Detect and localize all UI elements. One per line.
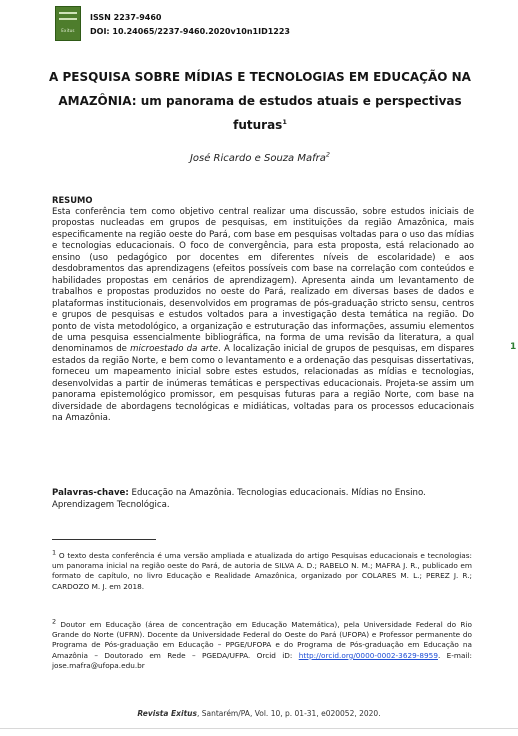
author-footnote-ref[interactable]: 2	[325, 150, 331, 159]
title-line-3-text: futuras	[233, 118, 283, 132]
footnote-1	[52, 548, 475, 592]
footnote-2-text: Doutor em Educação (área de concentração em Educação Matemática), pela Universidade Federal do Rio Grande do Norte (UFRN). Docente da Universidade Federal do Oeste do Pará (UFOPA) e Professor permanente do Programa de Pós-graduação em Educação – PPGE/UFOPA e do Programa de Pós-graduação em Educação na Amazônia – Doutorado em Rede – PGEDA/UFPA. Orcid iD:	[52, 620, 475, 660]
page-marker: 1	[510, 342, 517, 352]
keywords-text: Educação na Amazônia. Tecnologias educacionais. Mídias no Ensino. Aprendizagem Tecnológica.	[52, 488, 429, 510]
footnote-2	[52, 617, 475, 671]
keywords-label: Palavras-chave:	[52, 488, 129, 498]
footnote-divider	[52, 539, 156, 540]
logo-mark	[59, 12, 77, 20]
title-footnote-ref[interactable]: 1	[282, 118, 287, 126]
title-line-2: AMAZÔNIA: um panorama de estudos atuais e perspectivas	[58, 94, 462, 108]
footnote-1-text: O texto desta conferência é uma versão ampliada e atualizada do artigo Pesquisas educacionais e tecnologias: um panorama inicial na região oeste do Pará, de autoria de SILVA A. D.; RABELO N. M.; MAFRA J. R., publicado em formato de capítulo, no livro Educação e Realidade Amazônica, organizado por COLARES M. L.; PEREZ J. R.; CARDOZO M. J. em 2018.	[52, 551, 475, 591]
journal-logo	[55, 6, 81, 41]
abstract-text-part-2: . A localização inicial de grupos de pesquisas, em dispares estados da região Norte, e bem como o levantamento e a ordenação das pesquisas dissertativas, forneceu um mapeamento inicial sobre estes estudos, relacionadas as mídias e tecnologias, desenvolvidas a partir de inúmeras temáticas e perspectivas educacionais. Projeta-se assim um panorama epistemológico promissor, em pesquisas futuras para a região Norte, com base na diversidade de abordagens tecnológicas e midiáticas, voltadas para os processos educacionais na Amazônia.	[52, 344, 477, 424]
title-line-3	[40, 118, 480, 132]
footer-journal: Revista Exitus	[137, 709, 197, 718]
abstract-text-part-1: Esta conferência tem como objetivo central realizar uma discussão, sobre estudos iniciais de propostas nucleadas em grupos de pesquisas, em instituições da região Amazônica, mais especificamente na região oeste do Pará, com base em pesquisas voltadas para o uso das mídias e tecnologias educacionais. O foco de convergência, para esta proposta, está relacionado ao ensino (uso pedagógico por docentes em diferentes níveis de escolaridade) e aos desdobramentos das aprendizagens (efeitos possíveis com base na correlação com conteúdos e habilidades propostas em cenários de aprendizagem). Apresenta ainda um levantamento de trabalhos e propostas produzidos no oeste do Pará, realizado em diversas bases de dados e plataformas institucionais, desenvolvidos em programas de pós-graduação stricto sensu, centros e grupos de pesquisas e estudos voltados para a investigação desta temática na região. Do ponto de vista metodológico, a organização e estruturação das informações, assumiu elementos de uma pesquisa essencialmente bibliográfica, na forma de uma revisão da literatura, a qual denominamos de	[52, 207, 477, 355]
orcid-link[interactable]: http://orcid.org/0000-0002-3629-8959	[298, 650, 438, 660]
logo-text: Exitus	[61, 28, 75, 33]
footer-citation: , Santarém/PA, Vol. 10, p. 01-31, e020052, 2020.	[196, 709, 381, 718]
doi-line: DOI: 10.24065/2237-9460.2020v10n1ID1223	[90, 27, 290, 36]
footnote-2-email: . E-mail: jose.mafra@ufopa.edu.br	[52, 650, 475, 670]
abstract-body	[52, 207, 477, 425]
page-footer	[0, 709, 518, 718]
abstract-italic-term: microestado da arte	[130, 344, 219, 355]
issn-line: ISSN 2237-9460	[90, 13, 162, 22]
footer-divider	[0, 728, 518, 729]
author-line	[40, 150, 480, 164]
keywords	[52, 488, 474, 511]
author-name: José Ricardo e Souza Mafra	[189, 153, 326, 164]
footnote-2-number: 2	[52, 617, 57, 626]
footnote-1-number: 1	[52, 548, 57, 557]
title-line-1: A PESQUISA SOBRE MÍDIAS E TECNOLOGIAS EM EDUCAÇÃO NA	[49, 70, 471, 84]
abstract-heading: RESUMO	[52, 195, 93, 205]
